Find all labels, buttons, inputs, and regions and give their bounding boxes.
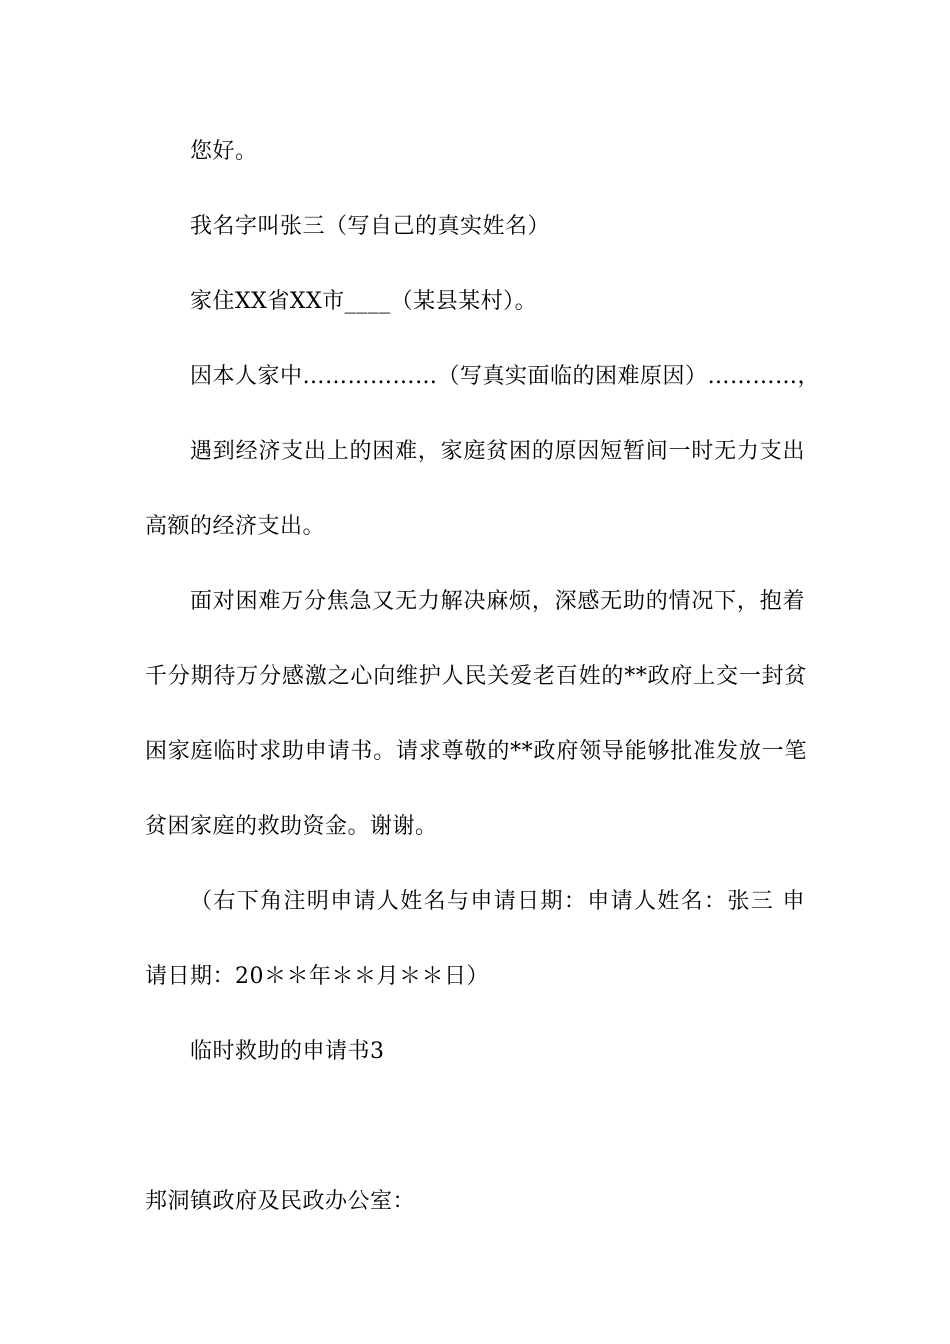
difficulty-line-1: 遇到经济支出上的困难，家庭贫困的原因短暂间一时无力支出 (190, 439, 805, 464)
request-line-2: 千分期待万分感激之心向维护人民关爱老百姓的**政府上交一封贫 (145, 664, 807, 689)
request-line-1: 面对困难万分焦急又无力解决麻烦，深感无助的情况下，抱着 (190, 589, 805, 614)
address-line: 家住XX省XX市____（某县某村）。 (190, 289, 538, 314)
signature-note-line-2: 请日期：20＊＊年＊＊月＊＊日） (145, 964, 489, 989)
name-line: 我名字叫张三（写自己的真实姓名） (190, 214, 551, 239)
difficulty-line-2: 高额的经济支出。 (145, 514, 326, 539)
addressee-line: 邦洞镇政府及民政办公室： (145, 1189, 416, 1214)
section-heading: 临时救助的申请书3 (190, 1039, 385, 1064)
request-line-3: 困家庭临时求助申请书。请求尊敬的**政府领导能够批准发放一笔 (145, 739, 807, 764)
reason-line: 因本人家中………………（写真实面临的困难原因）…………， (190, 364, 821, 389)
request-line-4: 贫困家庭的救助资金。谢谢。 (145, 814, 438, 839)
greeting-line: 您好。 (190, 139, 258, 164)
signature-note-line-1: （右下角注明申请人姓名与申请日期：申请人姓名：张三 申 (190, 889, 805, 914)
